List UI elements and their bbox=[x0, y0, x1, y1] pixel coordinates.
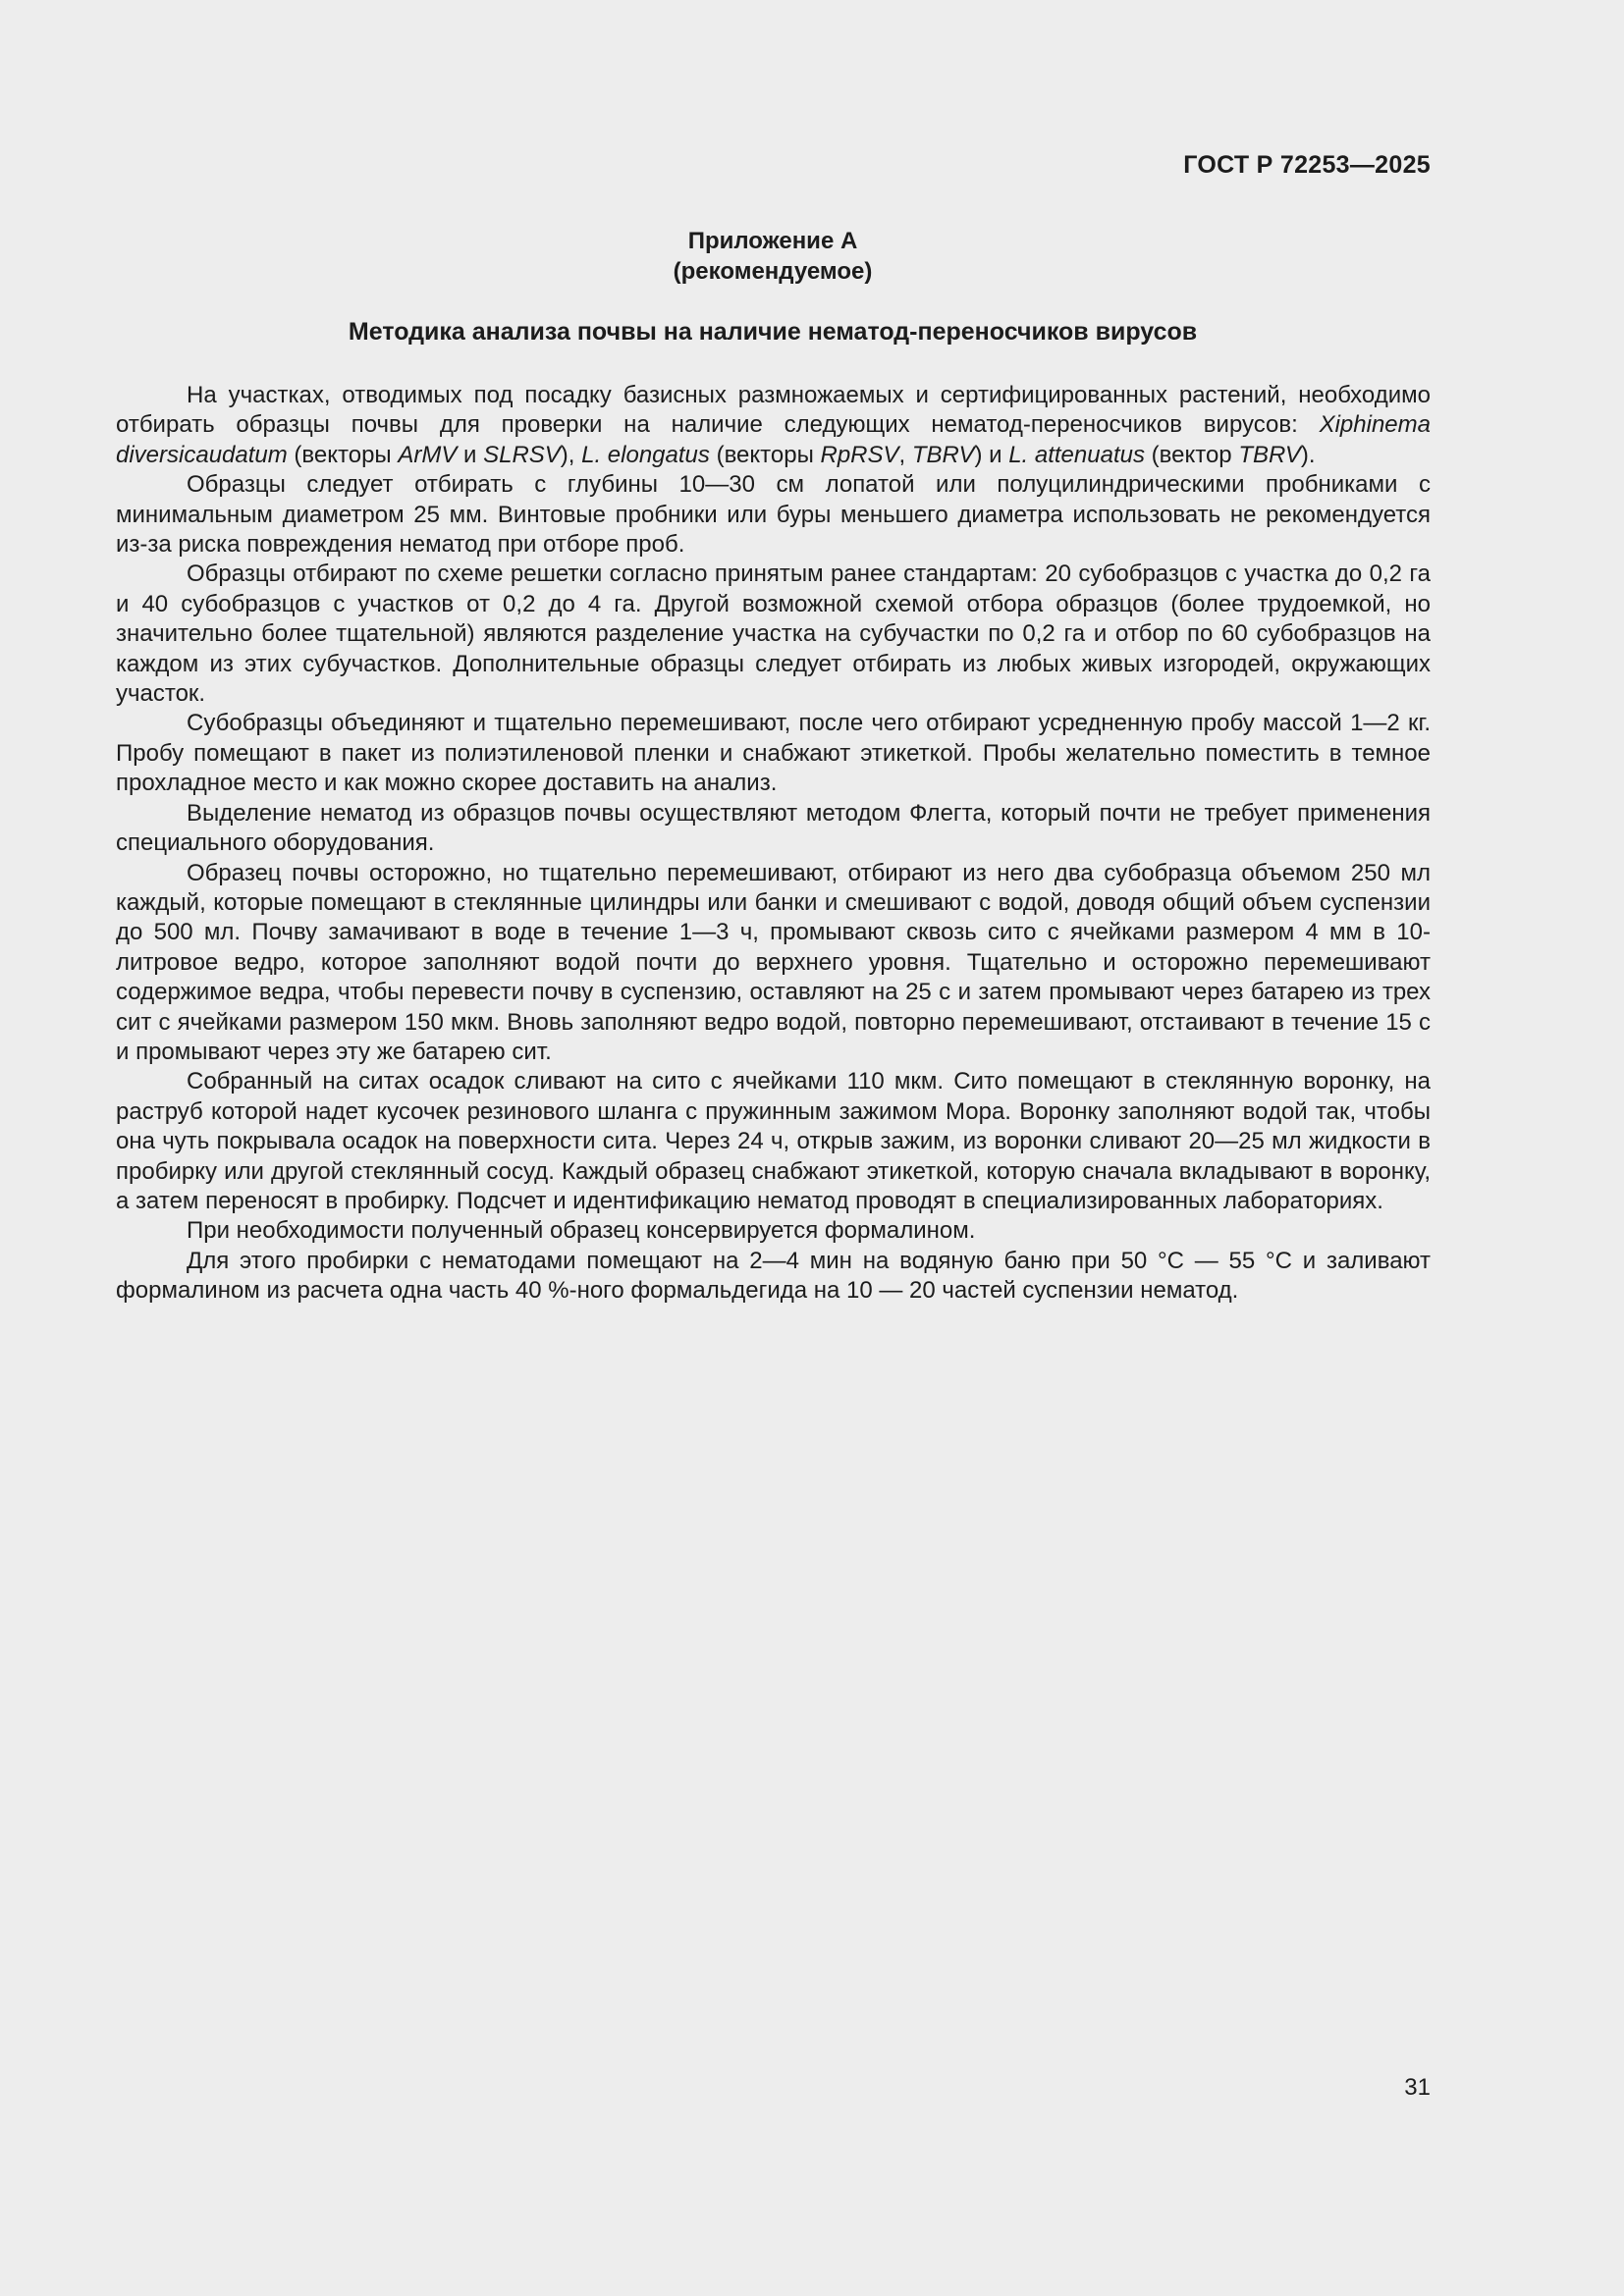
text-run: На участках, отводимых под посадку базисных размножаемых и сертифицированных растений, необходимо отбирать образцы почвы для проверки на наличие следующих нематод-переносчиков вирусов: bbox=[116, 382, 1431, 439]
paragraph-2: Образцы следует отбирать с глубины 10—30 см лопатой или полуцилиндрическими пробниками с минимальным диаметром 25 мм. Винтовые пробники или буры меньшего диаметра использовать не рекомендуется из-за риска повреждения нематод при отборе проб. bbox=[116, 471, 1431, 559]
appendix-status: (рекомендуемое) bbox=[673, 258, 873, 285]
paragraph-7: Собранный на ситах осадок сливают на сито с ячейками 110 мкм. Сито помещают в стеклянную воронку, на раструб которой надет кусочек резинового шланга с пружинным зажимом Мора. Воронку заполняют водой так, чтобы она чуть покрывала осадок на поверхности сита. Через 24 ч, открыв зажим, из воронки сливают 20—25 мл жидкости в пробирку или другой стеклянный сосуд. Каждый образец снабжают этикеткой, которую сначала вкладывают в воронку, а затем переносят в пробирку. Подсчет и идентификацию нематод проводят в специализированных лабораториях. bbox=[116, 1068, 1431, 1214]
species-name: Xiphinema diversicaudatum bbox=[116, 411, 1431, 468]
paragraph-4: Субобразцы объединяют и тщательно перемешивают, после чего отбирают усредненную пробу массой 1—2 кг. Пробу помещают в пакет из полиэтиленовой пленки и снабжают этикеткой. Пробы желательно поместить в темное прохладное место и как можно скорее доставить на анализ. bbox=[116, 710, 1431, 797]
section-title: Методика анализа почвы на наличие нематод-переносчиков вирусов bbox=[348, 318, 1198, 346]
text-run: (векторы bbox=[709, 441, 821, 468]
virus-name: TBRV bbox=[1238, 441, 1301, 468]
paragraph-1 bbox=[116, 381, 1431, 470]
text-run: и bbox=[457, 441, 484, 468]
text-run: ) и bbox=[974, 441, 1009, 468]
paragraph-6: Образец почвы осторожно, но тщательно перемешивают, отбирают из него два субобразца объемом 250 мл каждый, которые помещают в стеклянные цилиндры или банки и смешивают с водой, доводя общий объем суспензии до 500 мл. Почву замачивают в воде в течение 1—3 ч, промывают сквозь сито с ячейками размером 4 мм в 10-литровое ведро, которое заполняют водой почти до верхнего уровня. Тщательно и осторожно перемешивают содержимое ведра, чтобы перевести почву в суспензию, оставляют на 25 с и затем промывают через батарею из трех сит с ячейками размером 150 мкм. Вновь заполняют ведро водой, повторно перемешивают, отстаивают в течение 15 с и промывают через эту же батарею сит. bbox=[116, 859, 1431, 1065]
species-name: L. attenuatus bbox=[1008, 441, 1145, 468]
text-run: ), bbox=[560, 441, 582, 468]
paragraph-9: Для этого пробирки с нематодами помещают на 2—4 мин на водяную баню при 50 °C — 55 °C и заливают формалином из расчета одна часть 40 %-ного формальдегида на 10 — 20 частей суспензии нематод. bbox=[116, 1247, 1431, 1305]
virus-name: ArMV bbox=[398, 441, 458, 468]
page-number: 31 bbox=[1404, 2074, 1431, 2101]
virus-name: TBRV bbox=[911, 441, 975, 468]
text-run: (векторы bbox=[287, 441, 399, 468]
paragraph-3: Образцы отбирают по схеме решетки согласно принятым ранее стандартам: 20 субобразцов с участка до 0,2 га и 40 субобразцов с участков от 0,2 до 4 га. Другой возможной схемой отбора образцов (более трудоемкой, но значительно более тщательной) являются разделение участка на субучастки по 0,2 га и отбор по 60 субобразцов на каждом из этих субучастков. Дополнительные образцы следует отбирать из любых живых изгородей, окружающих участок. bbox=[116, 561, 1431, 708]
text-run: ). bbox=[1300, 441, 1316, 468]
text-run: , bbox=[898, 441, 912, 468]
document-standard-id: ГОСТ Р 72253—2025 bbox=[1183, 151, 1431, 179]
text-run: (вектор bbox=[1144, 441, 1239, 468]
body-text bbox=[116, 381, 1431, 1307]
virus-name: RpRSV bbox=[820, 441, 899, 468]
appendix-heading bbox=[0, 226, 1545, 287]
paragraph-5: Выделение нематод из образцов почвы осуществляют методом Флегта, который почти не требует применения специального оборудования. bbox=[116, 799, 1431, 857]
paragraph-8: При необходимости полученный образец консервируется формалином. bbox=[187, 1217, 976, 1245]
virus-name: SLRSV bbox=[483, 441, 561, 468]
species-name: L. elongatus bbox=[581, 441, 710, 468]
appendix-label: Приложение А bbox=[687, 228, 858, 254]
